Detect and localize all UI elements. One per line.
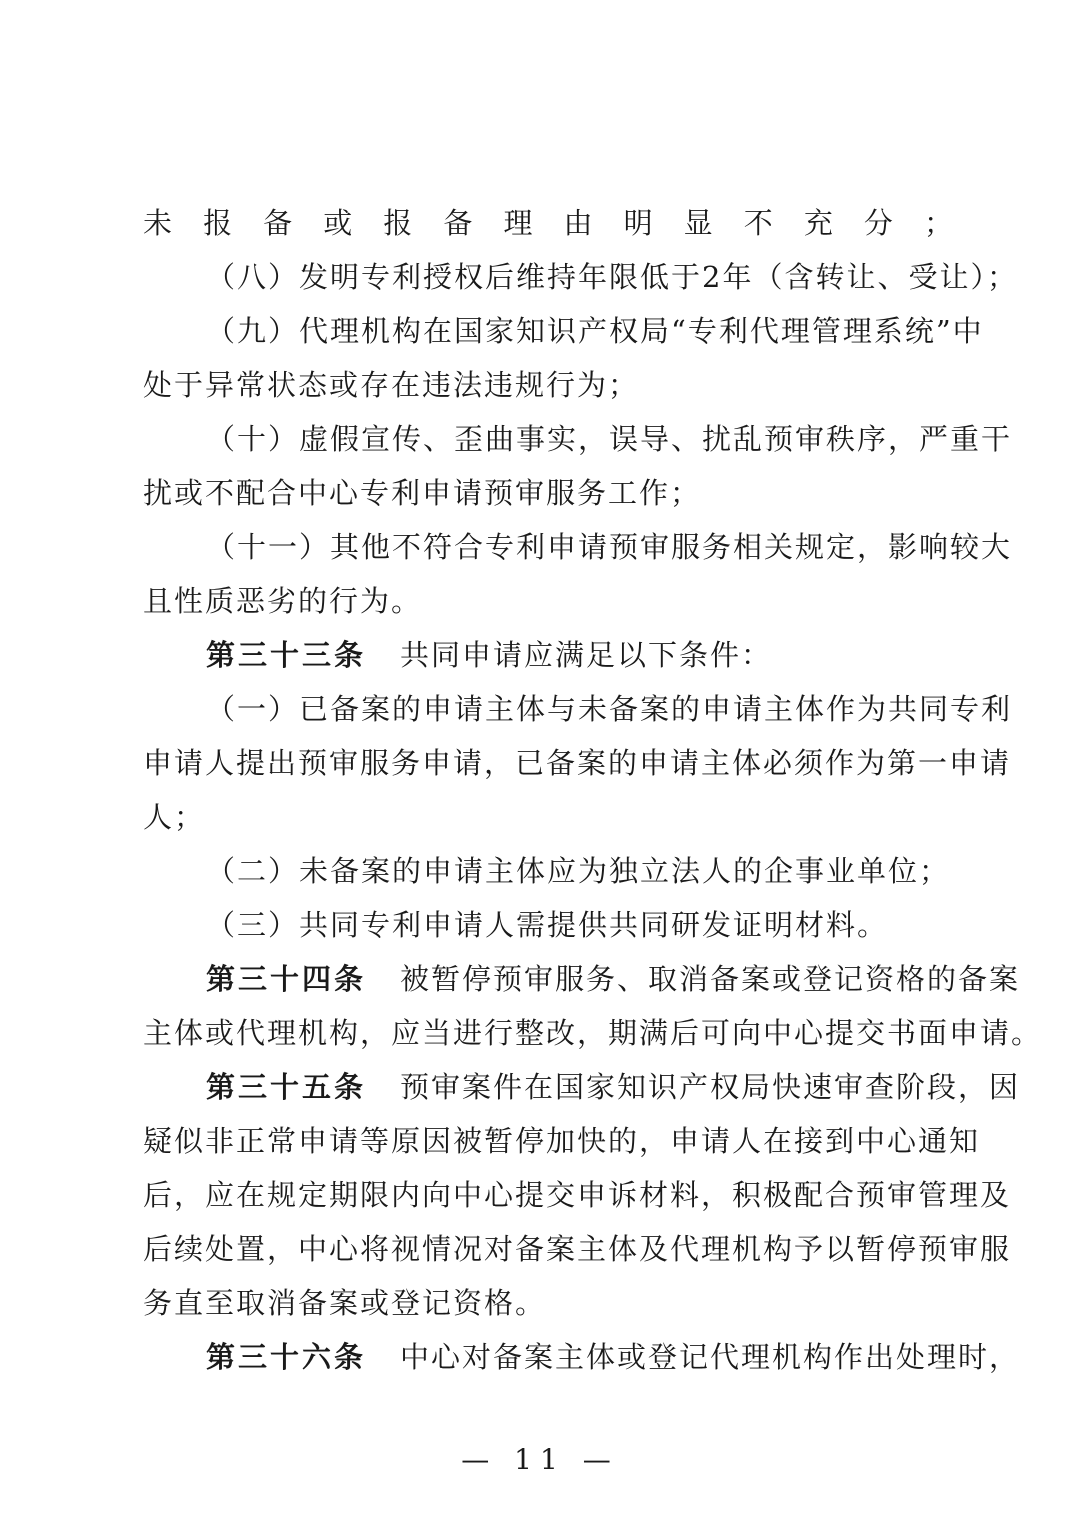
list-item: （十一）其他不符合专利申请预审服务相关规定，影响较大 — [206, 530, 1013, 564]
list-item: （一）已备案的申请主体与未备案的申请主体作为共同专利 — [206, 692, 1013, 726]
list-item: （十）虚假宣传、歪曲事实，误导、扰乱预审秩序，严重干 — [206, 422, 1013, 456]
list-item: （八）发明专利授权后维持年限低于2年（含转让、受让）； — [206, 260, 1018, 294]
article-text: 共同申请应满足以下条件： — [400, 638, 773, 672]
article-heading: 第三十五条 — [206, 1070, 367, 1104]
body-line: 人； — [143, 800, 206, 834]
page-number: — 11 — — [461, 1443, 619, 1476]
article-34 — [206, 959, 1021, 999]
article-heading: 第三十六条 — [206, 1340, 367, 1374]
article-text: 中心对备案主体或登记代理机构作出处理时， — [400, 1340, 1021, 1374]
list-item: （三）共同专利申请人需提供共同研发证明材料。 — [206, 908, 889, 942]
body-line: 申请人提出预审服务申请，已备案的申请主体必须作为第一申请 — [143, 746, 1012, 780]
body-line: 后，应在规定期限内向中心提交申诉材料，积极配合预审管理及 — [143, 1178, 1012, 1212]
article-text: 预审案件在国家知识产权局快速审查阶段，因 — [400, 1070, 1021, 1104]
article-heading: 第三十三条 — [206, 638, 367, 672]
body-line: 未报备或报备理由明显不充分； — [143, 206, 955, 240]
body-line: 扰或不配合中心专利申请预审服务工作； — [143, 476, 702, 510]
body-line: 处于异常状态或存在违法违规行为； — [143, 368, 640, 402]
body-line: 疑似非正常申请等原因被暂停加快的，申请人在接到中心通知 — [143, 1124, 981, 1158]
body-line: 后续处置，中心将视情况对备案主体及代理机构予以暂停预审服 — [143, 1232, 1012, 1266]
article-35 — [206, 1067, 1021, 1107]
body-line: 主体或代理机构，应当进行整改，期满后可向中心提交书面申请。 — [143, 1016, 1043, 1050]
article-33 — [206, 635, 955, 675]
article-36 — [206, 1337, 1021, 1377]
body-line: 务直至取消备案或登记资格。 — [143, 1286, 547, 1320]
body-line: 且性质恶劣的行为。 — [143, 584, 423, 618]
list-item: （九）代理机构在国家知识产权局“专利代理管理系统”中 — [206, 314, 984, 348]
article-heading: 第三十四条 — [206, 962, 367, 996]
list-item: （二）未备案的申请主体应为独立法人的企事业单位； — [206, 854, 951, 888]
article-text: 被暂停预审服务、取消备案或登记资格的备案 — [400, 962, 1021, 996]
